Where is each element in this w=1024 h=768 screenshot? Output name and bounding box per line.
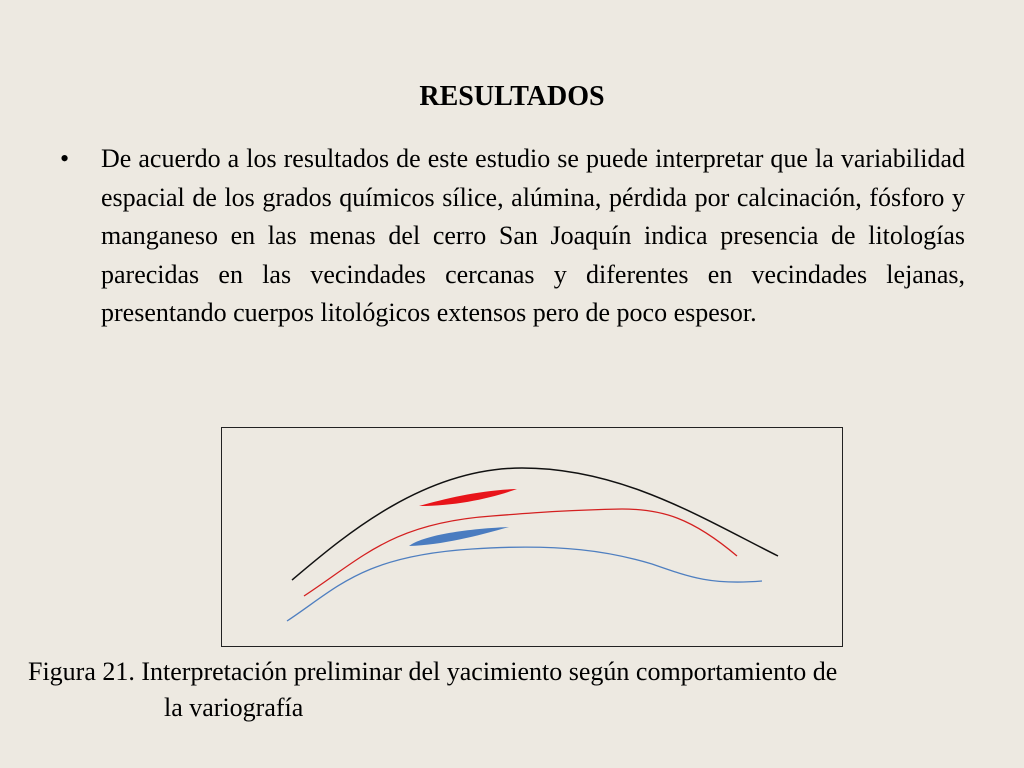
figure-red-line [304,509,737,596]
figure-svg [222,428,842,646]
bullet-paragraph [60,140,965,333]
figure-geological-sketch [221,427,843,647]
figure-caption-line-2: la variografía [164,693,304,722]
bullet-text: De acuerdo a los resultados de este estudio se puede interpretar que la variabilidad espacial de los grados químicos sílice, alúmina, pérdida por calcinación, fósforo y manganeso en las menas del cerro San Joaquín indica presencia de litologías parecidas en las vecindades cercanas y diferentes en vecindades lejanas, presentando cuerpos litológicos extensos pero de poco espesor. [101,144,965,327]
figure-red-lens [419,489,517,506]
figure-top-black-line [292,468,778,580]
bullet-marker: • [60,144,70,173]
slide-title: RESULTADOS [419,81,605,112]
figure-caption [28,654,1008,726]
figure-caption-line-1: Figura 21. Interpretación preliminar del yacimiento según comportamiento de [28,657,838,686]
figure-blue-lens [409,527,509,546]
